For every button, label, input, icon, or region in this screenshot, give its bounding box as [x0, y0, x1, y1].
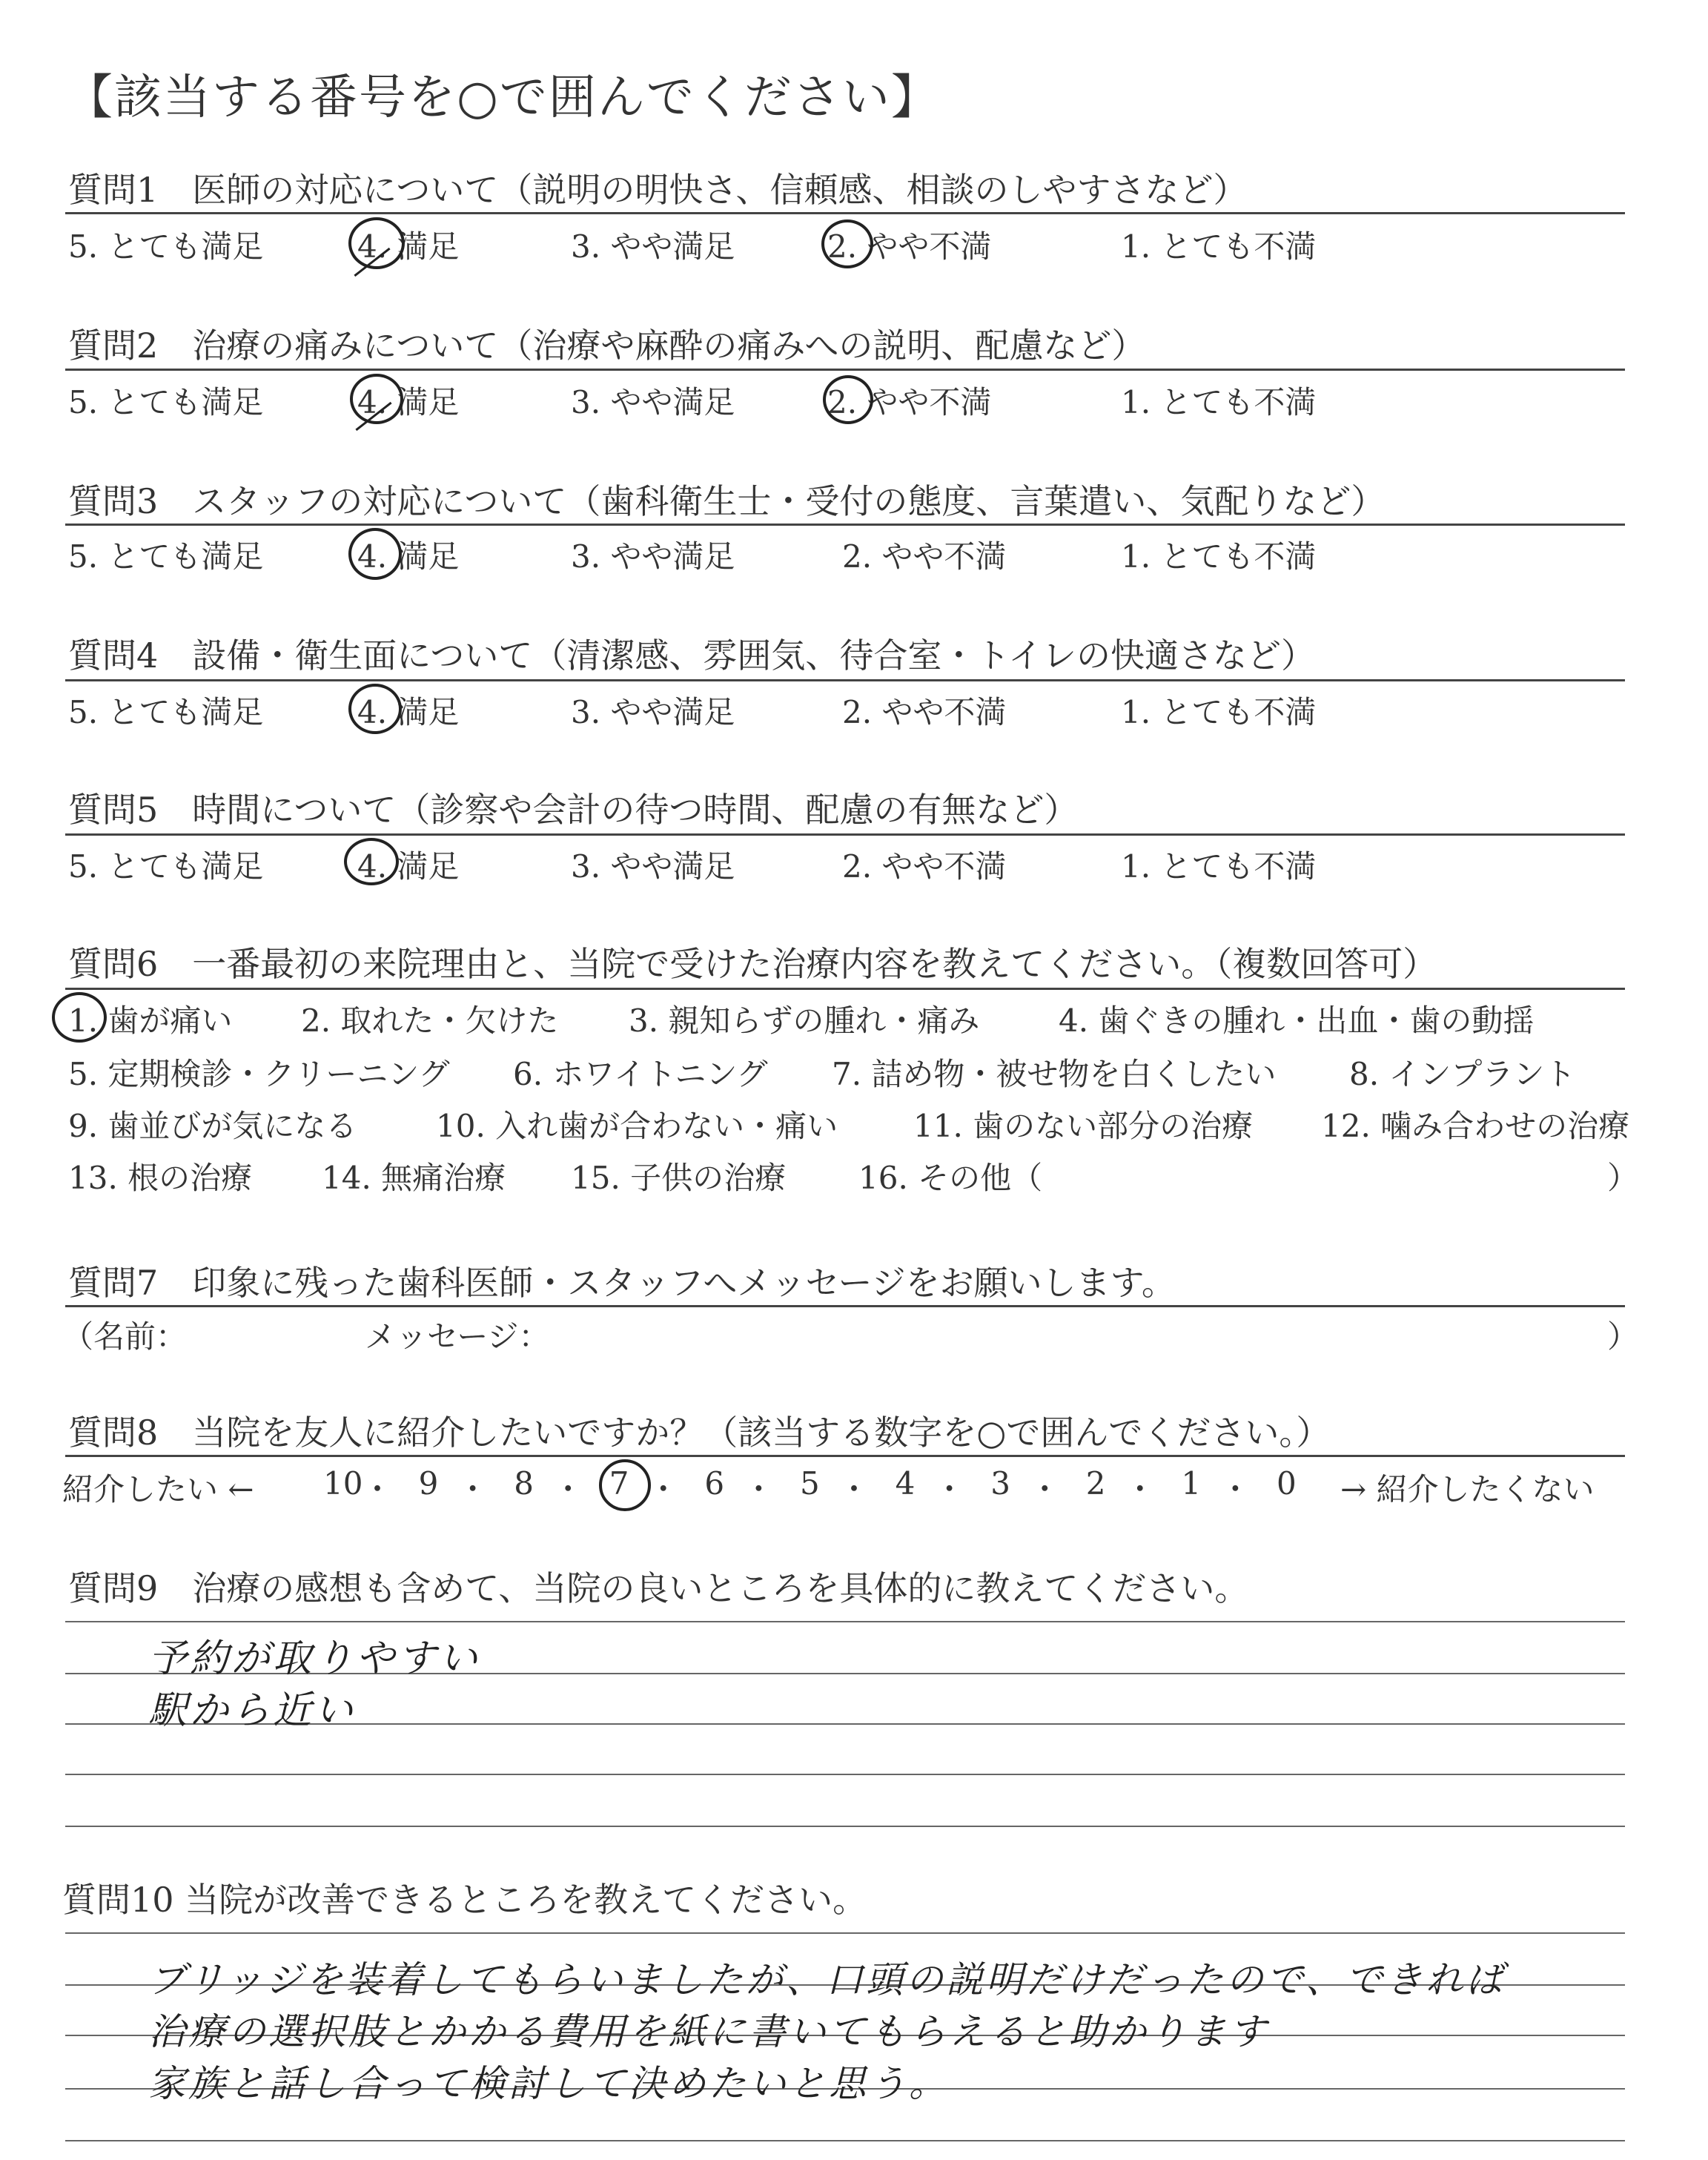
- q9-writing-line-1: [65, 1621, 1625, 1622]
- question-9-title: 質問9 治療の感想も含めて、当院の良いところを具体的に教えてください。: [68, 1568, 1249, 1608]
- page-title: 【該当する番号を○で囲んでください】: [65, 70, 940, 125]
- q6-other-close-paren: ）: [1607, 1160, 1639, 1196]
- question-2-rule: [65, 369, 1625, 371]
- q8-right-label: → 紹介したくない: [1340, 1471, 1595, 1507]
- q2-option-2[interactable]: 2. やや不満: [827, 384, 992, 420]
- q8-scale-9[interactable]: 9: [418, 1465, 439, 1502]
- q1-option-5[interactable]: 5. とても満足: [68, 228, 264, 265]
- q2-option-1[interactable]: 1. とても不満: [1121, 384, 1317, 420]
- q8-scale-2[interactable]: 2: [1085, 1465, 1106, 1502]
- q3-option-5[interactable]: 5. とても満足: [68, 538, 264, 575]
- q7-message-label: メッセージ：: [365, 1318, 550, 1355]
- q2-option-4[interactable]: 4. 満足: [357, 384, 460, 420]
- q8-scale-separator: ・: [362, 1471, 394, 1507]
- q8-scale-5[interactable]: 5: [800, 1465, 820, 1502]
- q8-scale-separator: ・: [933, 1471, 965, 1507]
- q6-option-12[interactable]: 12. 噛み合わせの治療: [1321, 1108, 1630, 1144]
- q8-scale-separator: ・: [457, 1471, 489, 1507]
- q8-scale-separator: ・: [1124, 1471, 1156, 1507]
- q8-scale-separator: ・: [552, 1471, 584, 1507]
- q9-handwritten-line-1: 予約が取りやすい: [148, 1636, 481, 1681]
- question-10-title: 質問10 当院が改善できるところを教えてください。: [62, 1880, 867, 1920]
- q1-option-4[interactable]: 4. 満足: [357, 228, 460, 265]
- q7-close-paren: ）: [1607, 1318, 1639, 1355]
- q8-scale-separator: ・: [1219, 1471, 1251, 1507]
- question-4-rule: [65, 679, 1625, 681]
- question-3-rule: [65, 524, 1625, 526]
- q6-option-14[interactable]: 14. 無痛治療: [322, 1160, 506, 1196]
- question-2-title: 質問2 治療の痛みについて（治療や麻酔の痛みへの説明、配慮など）: [68, 326, 1146, 366]
- question-6-rule: [65, 988, 1625, 990]
- question-8-rule: [65, 1455, 1625, 1457]
- q8-scale-7[interactable]: 7: [609, 1465, 629, 1502]
- q5-option-1[interactable]: 1. とても不満: [1121, 848, 1317, 885]
- q6-option-4[interactable]: 4. 歯ぐきの腫れ・出血・歯の動揺: [1059, 1003, 1535, 1039]
- q6-option-11[interactable]: 11. 歯のない部分の治療: [913, 1108, 1254, 1144]
- q6-circle-mark-1: [52, 992, 107, 1043]
- q2-option-3[interactable]: 3. やや満足: [571, 384, 735, 420]
- q8-scale-separator: ・: [838, 1471, 870, 1507]
- q8-scale-10[interactable]: 10: [323, 1465, 363, 1502]
- q6-option-8[interactable]: 8. インプラント: [1349, 1056, 1576, 1092]
- q5-circle-mark-4: [344, 838, 399, 885]
- question-7-rule: [65, 1305, 1625, 1307]
- q8-scale-6[interactable]: 6: [704, 1465, 725, 1502]
- q6-option-2[interactable]: 2. 取れた・欠けた: [301, 1003, 559, 1039]
- q4-option-1[interactable]: 1. とても不満: [1121, 694, 1317, 730]
- q3-option-4[interactable]: 4. 満足: [357, 538, 460, 575]
- q3-option-2[interactable]: 2. やや不満: [842, 538, 1007, 575]
- q5-option-2[interactable]: 2. やや不満: [842, 848, 1007, 885]
- q6-option-6[interactable]: 6. ホワイトニング: [513, 1056, 768, 1092]
- q4-option-2[interactable]: 2. やや不満: [842, 694, 1007, 730]
- q10-handwritten-line-3: 家族と話し合って検討して決めたいと思う。: [148, 2062, 949, 2105]
- question-1-rule: [65, 212, 1625, 214]
- q6-option-1[interactable]: 1. 歯が痛い: [68, 1003, 233, 1039]
- q6-option-10[interactable]: 10. 入れ歯が合わない・痛い: [436, 1108, 838, 1144]
- q2-option-5[interactable]: 5. とても満足: [68, 384, 264, 420]
- question-4-title: 質問4 設備・衛生面について（清潔感、雰囲気、待合室・トイレの快適さなど）: [68, 635, 1316, 676]
- q1-circle-mark-2: [821, 219, 873, 268]
- q2-circle-mark-2: [823, 375, 873, 424]
- q8-left-label: 紹介したい ←: [62, 1471, 254, 1507]
- q6-option-3[interactable]: 3. 親知らずの腫れ・痛み: [629, 1003, 980, 1039]
- q5-option-4[interactable]: 4. 満足: [357, 848, 460, 885]
- q7-name-label: （名前：: [62, 1318, 188, 1355]
- q3-option-1[interactable]: 1. とても不満: [1121, 538, 1317, 575]
- question-8-title: 質問8 当院を友人に紹介したいですか？（該当する数字を○で囲んでください。）: [68, 1413, 1331, 1453]
- q4-option-3[interactable]: 3. やや満足: [571, 694, 735, 730]
- q8-scale-0[interactable]: 0: [1277, 1465, 1297, 1502]
- q9-handwritten-line-2: 駅から近い: [148, 1688, 357, 1733]
- question-7-title: 質問7 印象に残った歯科医師・スタッフへメッセージをお願いします。: [68, 1263, 1176, 1303]
- q5-option-5[interactable]: 5. とても満足: [68, 848, 264, 885]
- q6-option-13[interactable]: 13. 根の治療: [68, 1160, 253, 1196]
- q8-scale-4[interactable]: 4: [895, 1465, 916, 1502]
- q10-writing-line-5: [65, 2140, 1625, 2141]
- q10-handwritten-line-2: 治療の選択肢とかかる費用を紙に書いてもらえると助かります: [148, 2010, 1269, 2053]
- q8-scale-separator: ・: [1029, 1471, 1061, 1507]
- q10-handwritten-line-1: ブリッジを装着してもらいましたが、口頭の説明だけだったので、できれば: [148, 1958, 1506, 2001]
- question-3-title: 質問3 スタッフの対応について（歯科衛生士・受付の態度、言葉遣い、気配りなど）: [68, 481, 1386, 521]
- q6-option-15[interactable]: 15. 子供の治療: [571, 1160, 787, 1196]
- q1-option-3[interactable]: 3. やや満足: [571, 228, 735, 265]
- q1-option-2[interactable]: 2. やや不満: [827, 228, 992, 265]
- q8-scale-separator: ・: [743, 1471, 775, 1507]
- q5-option-3[interactable]: 3. やや満足: [571, 848, 735, 885]
- q8-scale-separator: ・: [647, 1471, 679, 1507]
- q8-scale-8[interactable]: 8: [514, 1465, 534, 1502]
- q2-circle-mark-4: [350, 374, 403, 424]
- question-6-title: 質問6 一番最初の来院理由と、当院で受けた治療内容を教えてください。（複数回答可）: [68, 944, 1437, 984]
- question-5-rule: [65, 833, 1625, 836]
- q4-option-4[interactable]: 4. 満足: [357, 694, 460, 730]
- q8-circle-mark: [599, 1459, 651, 1511]
- q6-option-16[interactable]: 16. その他（: [858, 1160, 1043, 1196]
- q9-writing-line-5: [65, 1826, 1625, 1827]
- q8-scale-1[interactable]: 1: [1181, 1465, 1202, 1502]
- question-5-title: 質問5 時間について（診察や会計の待つ時間、配慮の有無など）: [68, 790, 1079, 830]
- q1-option-1[interactable]: 1. とても不満: [1121, 228, 1317, 265]
- q3-circle-mark-4: [348, 528, 402, 580]
- q6-option-5[interactable]: 5. 定期検診・クリーニング: [68, 1056, 450, 1092]
- q4-option-5[interactable]: 5. とても満足: [68, 694, 264, 730]
- q6-option-9[interactable]: 9. 歯並びが気になる: [68, 1108, 357, 1144]
- q3-option-3[interactable]: 3. やや満足: [571, 538, 735, 575]
- q1-circle-mark-4: [348, 217, 405, 269]
- q9-writing-line-4: [65, 1774, 1625, 1775]
- q10-writing-line-1: [65, 1932, 1625, 1934]
- q6-option-7[interactable]: 7. 詰め物・被せ物を白くしたい: [832, 1056, 1277, 1092]
- question-1-title: 質問1 医師の対応について（説明の明快さ、信頼感、相談のしやすさなど）: [68, 170, 1248, 210]
- q4-circle-mark-4: [348, 684, 402, 734]
- q8-scale-3[interactable]: 3: [990, 1465, 1010, 1502]
